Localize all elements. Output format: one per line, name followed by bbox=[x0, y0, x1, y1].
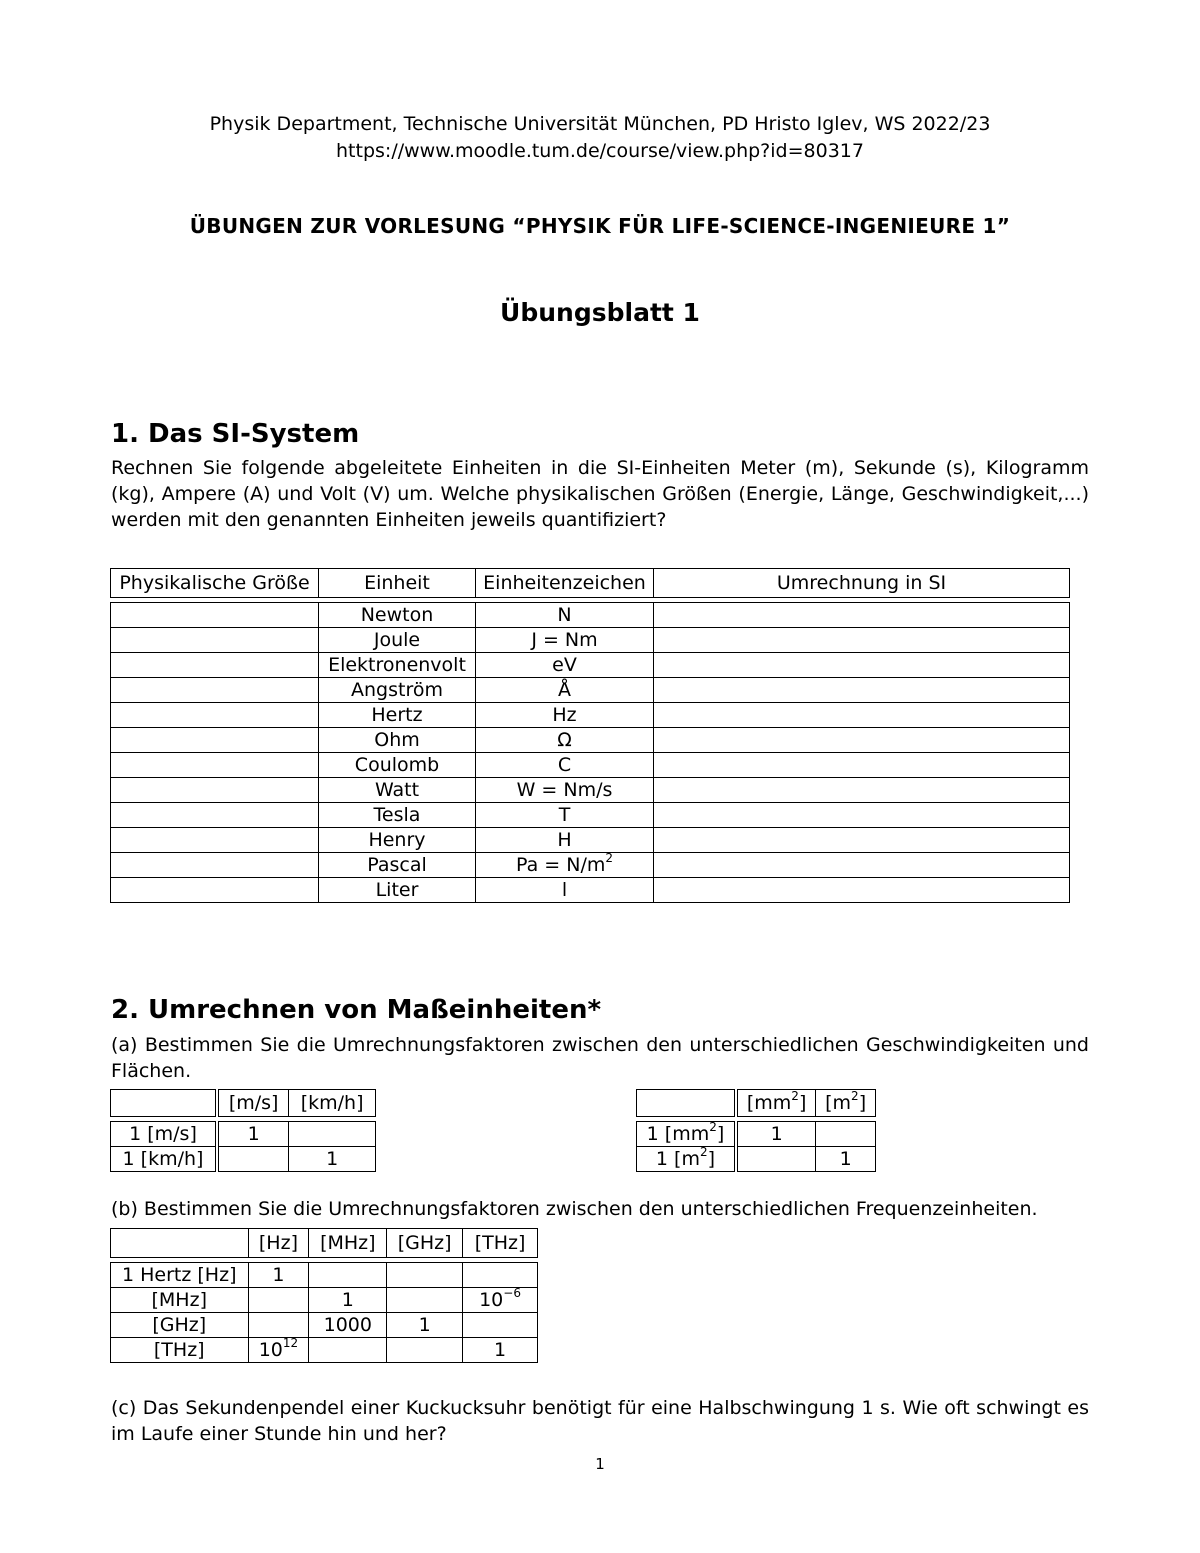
table-cell bbox=[654, 753, 1070, 778]
table-cell bbox=[248, 1288, 309, 1313]
section2-a-text: (a) Bestimmen Sie die Umrechnungsfaktoren zwischen den unterschiedlichen Geschwindigkeiten und Flächen. bbox=[111, 1034, 1089, 1082]
table-cell: N bbox=[476, 603, 654, 628]
table-cell: 1 bbox=[217, 1122, 289, 1147]
table-cell: 1 bbox=[309, 1288, 387, 1313]
table-cell: 1 bbox=[463, 1338, 538, 1363]
header-cell: [Hz] bbox=[248, 1229, 309, 1258]
table-cell: l bbox=[476, 878, 654, 903]
superscript: 2 bbox=[851, 1089, 859, 1103]
table-cell bbox=[387, 1263, 463, 1288]
table-cell bbox=[654, 603, 1070, 628]
section2-b-text: (b) Bestimmen Sie die Umrechnungsfaktoren zwischen den unterschiedlichen Frequenzeinheiten. bbox=[111, 1198, 1038, 1220]
unit-text: ] bbox=[798, 1092, 807, 1114]
unit-text: ] bbox=[707, 1148, 716, 1170]
table-cell bbox=[309, 1338, 387, 1363]
table-cell bbox=[217, 1147, 289, 1172]
table-cell bbox=[111, 853, 319, 878]
header-cell: [km/h] bbox=[289, 1090, 376, 1117]
table-cell: Joule bbox=[319, 628, 476, 653]
table-row bbox=[111, 803, 1070, 828]
table-cell bbox=[248, 1338, 309, 1363]
table-row bbox=[111, 1313, 538, 1338]
table-cell: eV bbox=[476, 653, 654, 678]
table-cell: Watt bbox=[319, 778, 476, 803]
header-cell: Umrechnung in SI bbox=[654, 569, 1070, 598]
table-cell: Hz bbox=[476, 703, 654, 728]
table-cell: Hertz bbox=[319, 703, 476, 728]
header-cell bbox=[111, 1090, 218, 1117]
header-institution: Physik Department, Technische Universität München, PD Hristo Iglev, WS 2022/23 bbox=[209, 113, 991, 135]
table-cell: 1 bbox=[248, 1263, 309, 1288]
table-row bbox=[111, 1288, 538, 1313]
header-cell: [MHz] bbox=[309, 1229, 387, 1258]
table-row bbox=[637, 1122, 876, 1147]
course-title: ÜBUNGEN ZUR VORLESUNG “PHYSIK FÜR LIFE-SCIENCE-INGENIEURE 1” bbox=[189, 214, 1011, 238]
table-cell: H bbox=[476, 828, 654, 853]
table-cell: Liter bbox=[319, 878, 476, 903]
superscript: 2 bbox=[791, 1089, 799, 1103]
table-cell: 1 Hertz [Hz] bbox=[111, 1263, 249, 1288]
table-row bbox=[637, 1147, 876, 1172]
header-cell bbox=[816, 1090, 876, 1117]
table-cell: [MHz] bbox=[111, 1288, 249, 1313]
table-header-row bbox=[111, 1229, 538, 1258]
table-cell: C bbox=[476, 753, 654, 778]
table-cell bbox=[637, 1122, 736, 1147]
unit-text: ] bbox=[858, 1092, 867, 1114]
table-row bbox=[111, 853, 1070, 878]
table-cell bbox=[654, 703, 1070, 728]
header-cell bbox=[736, 1090, 816, 1117]
table-cell bbox=[111, 678, 319, 703]
section1-title: 1. Das SI-System bbox=[111, 419, 360, 449]
table-cell: Ohm bbox=[319, 728, 476, 753]
table-row bbox=[111, 603, 1070, 628]
table-cell bbox=[637, 1147, 736, 1172]
speed-conversion-table bbox=[110, 1089, 376, 1172]
table-cell: 1000 bbox=[309, 1313, 387, 1338]
table-row bbox=[111, 703, 1070, 728]
table-row bbox=[111, 1122, 376, 1147]
table-cell: T bbox=[476, 803, 654, 828]
table-cell: Tesla bbox=[319, 803, 476, 828]
table-cell: Henry bbox=[319, 828, 476, 853]
section2-title: 2. Umrechnen von Maßeinheiten* bbox=[111, 995, 602, 1025]
header-cell: Einheit bbox=[319, 569, 476, 598]
table-cell bbox=[111, 803, 319, 828]
table-cell: Elektronenvolt bbox=[319, 653, 476, 678]
table-row bbox=[111, 678, 1070, 703]
table-header-row bbox=[637, 1090, 876, 1117]
table-cell bbox=[816, 1122, 876, 1147]
header-cell: [m/s] bbox=[217, 1090, 289, 1117]
table-cell bbox=[476, 853, 654, 878]
table-cell bbox=[654, 728, 1070, 753]
table-cell: 1 [km/h] bbox=[111, 1147, 218, 1172]
table-cell bbox=[654, 878, 1070, 903]
table-cell bbox=[111, 828, 319, 853]
table-cell bbox=[463, 1263, 538, 1288]
superscript: 2 bbox=[709, 1120, 717, 1134]
table-cell: 1 bbox=[736, 1122, 816, 1147]
superscript: 12 bbox=[282, 1336, 299, 1350]
table-cell bbox=[111, 628, 319, 653]
header-cell: [THz] bbox=[463, 1229, 538, 1258]
table-cell: W = Nm/s bbox=[476, 778, 654, 803]
power-base: 10 bbox=[258, 1339, 283, 1361]
unit-text: 1 [mm bbox=[646, 1123, 710, 1145]
unit-text: 1 [m bbox=[655, 1148, 700, 1170]
section1-text: Rechnen Sie folgende abgeleitete Einheiten in die SI-Einheiten Meter (m), Sekunde (s), Kilogramm (kg), Ampere (A) und Volt (V) um. Welche physikalischen Größen (Energie, Länge, Geschwindigkeit,...) werden mit den genannten Einheiten jeweils quantifiziert? bbox=[111, 457, 1089, 531]
table-cell bbox=[654, 678, 1070, 703]
header-cell: Einheitenzeichen bbox=[476, 569, 654, 598]
table-cell bbox=[111, 703, 319, 728]
unit-text: ] bbox=[716, 1123, 725, 1145]
table-cell: Coulomb bbox=[319, 753, 476, 778]
table-cell bbox=[654, 653, 1070, 678]
header-cell: Physikalische Größe bbox=[111, 569, 319, 598]
unit-text: [m bbox=[825, 1092, 852, 1114]
superscript: −6 bbox=[503, 1286, 521, 1300]
table-cell bbox=[463, 1313, 538, 1338]
table-cell bbox=[736, 1147, 816, 1172]
table-row bbox=[111, 728, 1070, 753]
header-cell bbox=[637, 1090, 736, 1117]
table-cell bbox=[654, 853, 1070, 878]
table-cell bbox=[248, 1313, 309, 1338]
table-row bbox=[111, 753, 1070, 778]
table-cell bbox=[111, 753, 319, 778]
table-cell: Pascal bbox=[319, 853, 476, 878]
table-cell bbox=[111, 878, 319, 903]
table-cell bbox=[463, 1288, 538, 1313]
header-cell bbox=[111, 1229, 249, 1258]
table-cell bbox=[387, 1338, 463, 1363]
table-cell bbox=[654, 828, 1070, 853]
superscript: 2 bbox=[605, 851, 613, 865]
section2-c-text: (c) Das Sekundenpendel einer Kuckucksuhr benötigt für eine Halbschwingung 1 s. Wie oft schwingt es im Laufe einer Stunde hin und her? bbox=[111, 1397, 1089, 1445]
table-cell: 1 [m/s] bbox=[111, 1122, 218, 1147]
table-cell: Newton bbox=[319, 603, 476, 628]
table-cell: [THz] bbox=[111, 1338, 249, 1363]
table-cell bbox=[654, 628, 1070, 653]
table-cell: Angström bbox=[319, 678, 476, 703]
si-units-table bbox=[110, 568, 1070, 903]
table-cell bbox=[654, 803, 1070, 828]
table-row bbox=[111, 628, 1070, 653]
table-row bbox=[111, 1263, 538, 1288]
table-cell: [GHz] bbox=[111, 1313, 249, 1338]
table-cell bbox=[309, 1263, 387, 1288]
table-row bbox=[111, 1147, 376, 1172]
table-header-row bbox=[111, 1090, 376, 1117]
header-url: https://www.moodle.tum.de/course/view.php?id=80317 bbox=[336, 140, 864, 162]
table-cell: 1 bbox=[289, 1147, 376, 1172]
table-cell: 1 bbox=[387, 1313, 463, 1338]
sheet-title: Übungsblatt 1 bbox=[500, 298, 700, 327]
table-cell bbox=[111, 778, 319, 803]
header-cell: [GHz] bbox=[387, 1229, 463, 1258]
area-conversion-table bbox=[636, 1089, 876, 1172]
table-cell bbox=[289, 1122, 376, 1147]
table-cell: Ω bbox=[476, 728, 654, 753]
table-cell bbox=[111, 653, 319, 678]
power-base: 10 bbox=[479, 1289, 504, 1311]
table-row bbox=[111, 828, 1070, 853]
table-cell: J = Nm bbox=[476, 628, 654, 653]
superscript: 2 bbox=[699, 1145, 708, 1159]
table-cell bbox=[654, 778, 1070, 803]
table-cell bbox=[111, 728, 319, 753]
table-cell: Å bbox=[476, 678, 654, 703]
table-row bbox=[111, 778, 1070, 803]
table-cell: 1 bbox=[816, 1147, 876, 1172]
page-number: 1 bbox=[595, 1455, 605, 1473]
table-row bbox=[111, 653, 1070, 678]
unit-text: [mm bbox=[746, 1092, 792, 1114]
table-row bbox=[111, 1338, 538, 1363]
pascal-symbol: Pa = N/m bbox=[515, 854, 606, 876]
table-row bbox=[111, 878, 1070, 903]
si-table-header bbox=[111, 569, 1070, 598]
table-cell bbox=[387, 1288, 463, 1313]
frequency-conversion-table bbox=[110, 1228, 538, 1363]
table-cell bbox=[111, 603, 319, 628]
